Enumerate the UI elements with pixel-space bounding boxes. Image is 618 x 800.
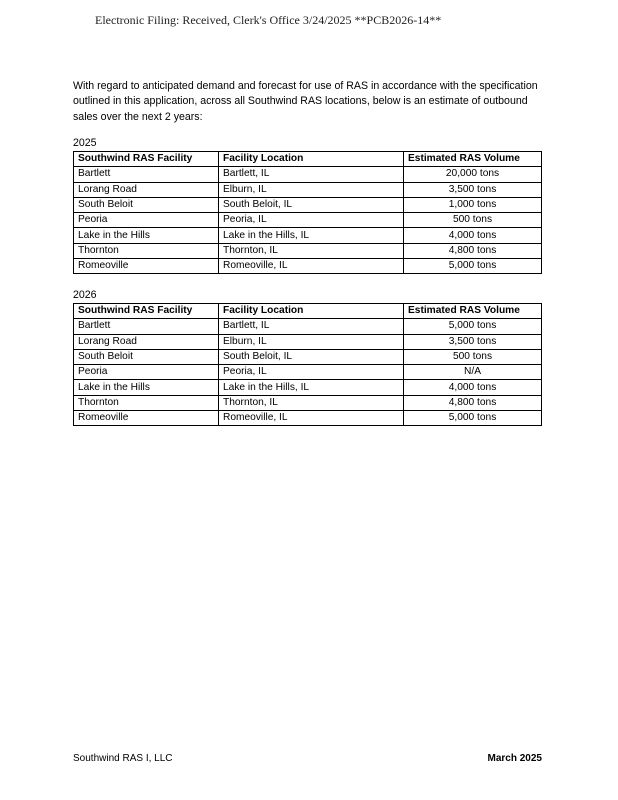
facility-cell: Peoria [74, 213, 219, 228]
footer-date: March 2025 [487, 753, 542, 764]
table-header-row [74, 304, 542, 319]
location-cell: South Beloit, IL [219, 349, 404, 364]
table-row [74, 213, 542, 228]
column-header-volume: Estimated RAS Volume [404, 304, 542, 319]
location-cell: Bartlett, IL [219, 319, 404, 334]
volume-cell: 5,000 tons [404, 411, 542, 426]
location-cell: Peoria, IL [219, 213, 404, 228]
location-cell: Elburn, IL [219, 334, 404, 349]
table-row [74, 167, 542, 182]
facility-cell: Thornton [74, 243, 219, 258]
facility-cell: Peoria [74, 365, 219, 380]
location-cell: Thornton, IL [219, 395, 404, 410]
location-cell: South Beloit, IL [219, 197, 404, 212]
location-cell: Romeoville, IL [219, 411, 404, 426]
location-cell: Elburn, IL [219, 182, 404, 197]
table-header-row [74, 152, 542, 167]
column-header-location: Facility Location [219, 152, 404, 167]
location-cell: Bartlett, IL [219, 167, 404, 182]
intro-paragraph: With regard to anticipated demand and forecast for use of RAS in accordance with the specification outlined in this application, across all Southwind RAS locations, below is an estimate of outbound sales over the next 2 years: [73, 80, 538, 123]
table-row [74, 380, 542, 395]
table-row [74, 395, 542, 410]
table-row [74, 365, 542, 380]
facility-cell: Lake in the Hills [74, 228, 219, 243]
table-row [74, 259, 542, 274]
table-row [74, 334, 542, 349]
column-header-facility: Southwind RAS Facility [74, 152, 219, 167]
location-cell: Romeoville, IL [219, 259, 404, 274]
volume-cell: N/A [404, 365, 542, 380]
table-row [74, 349, 542, 364]
volume-cell: 500 tons [404, 349, 542, 364]
location-cell: Lake in the Hills, IL [219, 228, 404, 243]
filing-stamp: Electronic Filing: Received, Clerk's Office 3/24/2025 **PCB2026-14** [95, 13, 442, 27]
facility-cell: South Beloit [74, 197, 219, 212]
facility-cell: Lorang Road [74, 182, 219, 197]
volume-cell: 1,000 tons [404, 197, 542, 212]
volume-cell: 4,800 tons [404, 395, 542, 410]
footer-company: Southwind RAS I, LLC [73, 753, 173, 764]
volume-cell: 3,500 tons [404, 182, 542, 197]
location-cell: Thornton, IL [219, 243, 404, 258]
table-row [74, 319, 542, 334]
volume-cell: 5,000 tons [404, 319, 542, 334]
column-header-facility: Southwind RAS Facility [74, 304, 219, 319]
column-header-location: Facility Location [219, 304, 404, 319]
table-row [74, 243, 542, 258]
facility-cell: Bartlett [74, 319, 219, 334]
volume-cell: 500 tons [404, 213, 542, 228]
location-cell: Lake in the Hills, IL [219, 380, 404, 395]
facility-cell: Thornton [74, 395, 219, 410]
facility-cell: South Beloit [74, 349, 219, 364]
location-cell: Peoria, IL [219, 365, 404, 380]
volume-table-2026 [73, 303, 542, 426]
volume-cell: 4,000 tons [404, 380, 542, 395]
volume-cell: 3,500 tons [404, 334, 542, 349]
table-row [74, 182, 542, 197]
facility-cell: Lake in the Hills [74, 380, 219, 395]
table-row [74, 197, 542, 212]
year-label-2026: 2026 [73, 289, 97, 301]
table-row [74, 411, 542, 426]
year-label-2025: 2025 [73, 137, 97, 149]
table-row [74, 228, 542, 243]
facility-cell: Romeoville [74, 411, 219, 426]
facility-cell: Romeoville [74, 259, 219, 274]
volume-cell: 5,000 tons [404, 259, 542, 274]
volume-cell: 4,000 tons [404, 228, 542, 243]
column-header-volume: Estimated RAS Volume [404, 152, 542, 167]
facility-cell: Bartlett [74, 167, 219, 182]
volume-cell: 4,800 tons [404, 243, 542, 258]
facility-cell: Lorang Road [74, 334, 219, 349]
volume-table-2025 [73, 151, 542, 274]
volume-cell: 20,000 tons [404, 167, 542, 182]
